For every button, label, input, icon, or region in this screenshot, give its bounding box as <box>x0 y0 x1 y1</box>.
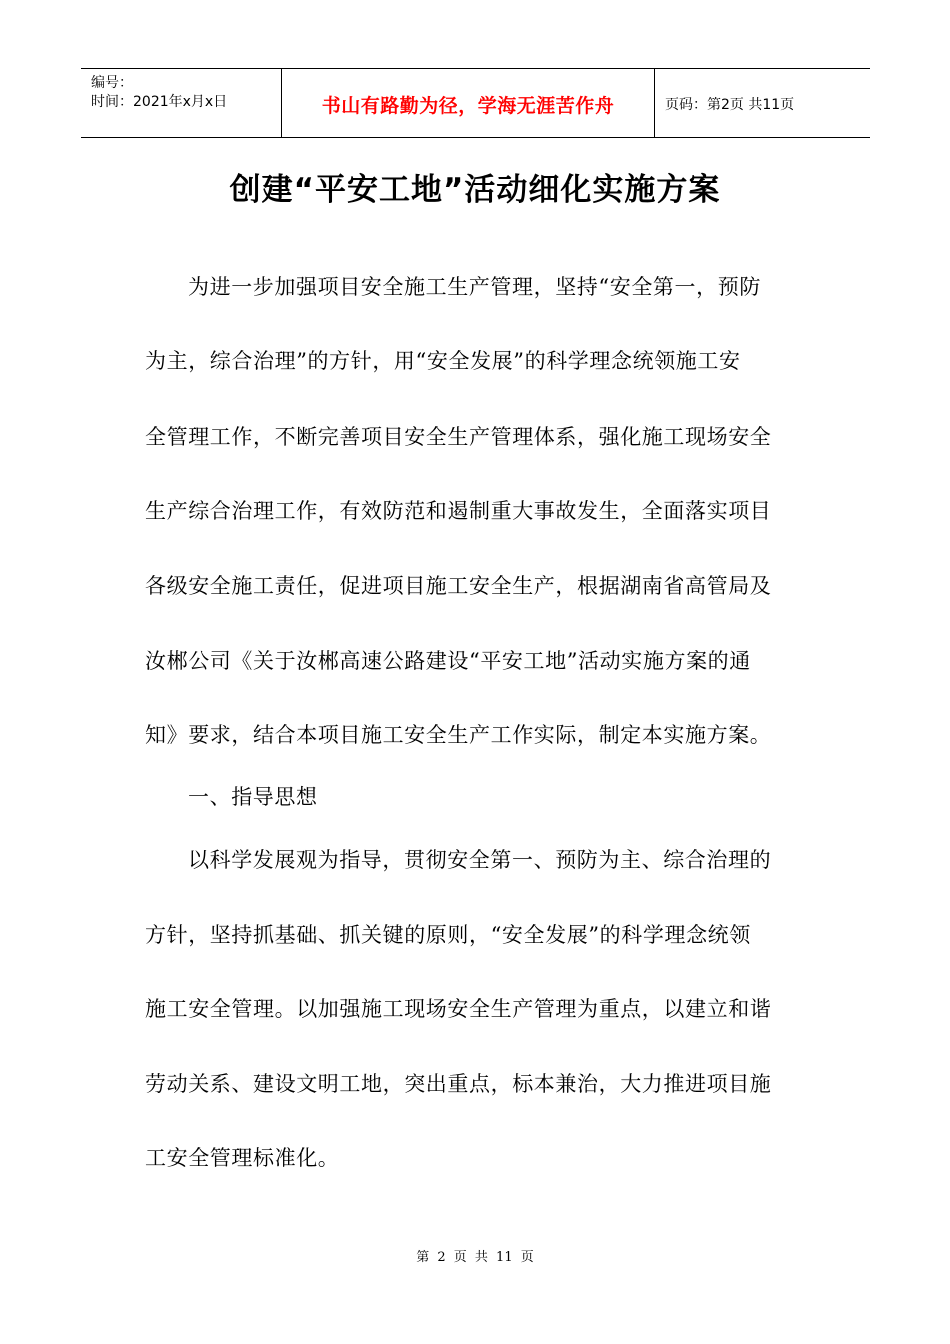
paragraph-line: 以科学发展观为指导，贯彻安全第一、预防为主、综合治理的 <box>188 848 772 872</box>
header-page-info: 页码：第2页 共11页 <box>665 97 795 113</box>
document-title: 创建“平安工地”活动细化实施方案 <box>229 172 721 208</box>
header-motto-cell <box>282 69 655 137</box>
paragraph-line: 各级安全施工责任，促进项目施工安全生产，根据湖南省高管局及 <box>145 574 772 598</box>
header-motto: 书山有路勤为径，学海无涯苦作舟 <box>321 95 615 117</box>
paragraph-line: 汝郴公司《关于汝郴高速公路建设“平安工地”活动实施方案的通 <box>145 649 751 673</box>
page-header <box>81 68 870 138</box>
paragraph-line: 为主，综合治理”的方针，用“安全发展”的科学理念统领施工安 <box>145 349 741 373</box>
paragraph-line: 生产综合治理工作，有效防范和遏制重大事故发生，全面落实项目 <box>145 499 772 523</box>
paragraph-line: 工安全管理标准化。 <box>145 1146 340 1170</box>
paragraph-line: 知》要求，结合本项目施工安全生产工作实际，制定本实施方案。 <box>145 723 772 747</box>
section-heading: 一、指导思想 <box>188 785 318 809</box>
paragraph-line: 劳动关系、建设文明工地，突出重点，标本兼治，大力推进项目施 <box>145 1072 772 1096</box>
document-date: 时间：2021年x月x日 <box>91 94 228 110</box>
paragraph-line: 施工安全管理。以加强施工现场安全生产管理为重点，以建立和谐 <box>145 997 772 1021</box>
paragraph-line: 方针，坚持抓基础、抓关键的原则，“安全发展”的科学理念统领 <box>145 923 751 947</box>
paragraph-line: 为进一步加强项目安全施工生产管理，坚持“安全第一，预防 <box>188 275 761 299</box>
page-footer: 第 2 页 共 11 页 <box>416 1250 534 1265</box>
header-info-cell <box>81 69 282 137</box>
paragraph-line: 全管理工作，不断完善项目安全生产管理体系，强化施工现场安全 <box>145 425 772 449</box>
document-number-label: 编号： <box>91 75 133 91</box>
header-page-cell <box>655 69 870 137</box>
